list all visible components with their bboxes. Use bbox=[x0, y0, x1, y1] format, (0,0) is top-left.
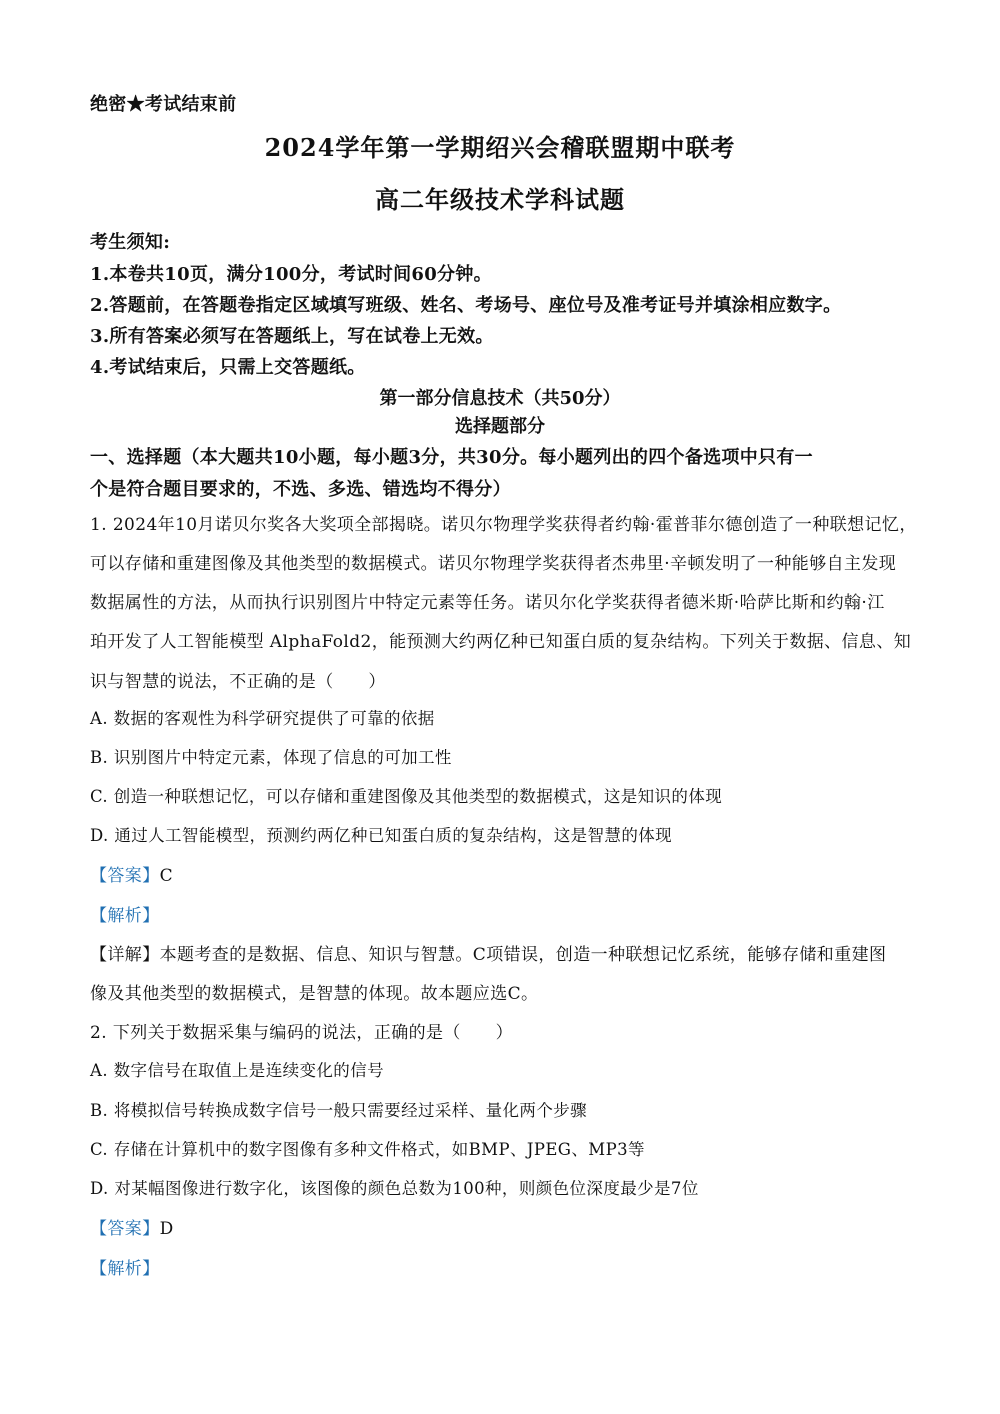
q2-answer bbox=[90, 1214, 174, 1239]
answer-value: D bbox=[159, 1219, 174, 1239]
q1-detail-line: 像及其他类型的数据模式，是智慧的体现。故本题应选C。 bbox=[90, 984, 539, 1004]
notice-item: 1.本卷共10页，满分100分，考试时间60分钟。 bbox=[90, 264, 492, 285]
answer-tag: 【答案】 bbox=[90, 866, 160, 886]
section-subtitle: 选择题部分 bbox=[455, 416, 545, 437]
analysis-tag: 【解析】 bbox=[90, 906, 160, 926]
notice-item: 3.所有答案必须写在答题纸上，写在试卷上无效。 bbox=[90, 326, 494, 347]
q1-stem-line: 可以存储和重建图像及其他类型的数据模式。诺贝尔物理学奖获得者杰弗里·辛顿发明了一种能够自主发现 bbox=[90, 554, 897, 574]
q2-option-c: C. 存储在计算机中的数字图像有多种文件格式，如BMP、JPEG、MP3等 bbox=[90, 1140, 645, 1159]
q1-option-c: C. 创造一种联想记忆，可以存储和重建图像及其他类型的数据模式，这是知识的体现 bbox=[90, 787, 723, 806]
notice-heading: 考生须知: bbox=[90, 232, 171, 253]
q1-stem-line: 识与智慧的说法，不正确的是（ ） bbox=[90, 672, 386, 692]
exam-title: 2024学年第一学期绍兴会稽联盟期中联考 bbox=[264, 133, 736, 162]
secret-label: 绝密★考试结束前 bbox=[90, 94, 237, 115]
q2-option-a: A. 数字信号在取值上是连续变化的信号 bbox=[90, 1061, 385, 1080]
q2-option-d: D. 对某幅图像进行数字化，该图像的颜色总数为100种，则颜色位深度最少是7位 bbox=[90, 1179, 699, 1198]
section-instruction: 个是符合题目要求的，不选、多选、错选均不得分） bbox=[90, 479, 511, 500]
q1-stem-line: 数据属性的方法，从而执行识别图片中特定元素等任务。诺贝尔化学奖获得者德米斯·哈萨比斯和约翰·江 bbox=[90, 593, 885, 613]
analysis-tag: 【解析】 bbox=[90, 1259, 160, 1279]
notice-item: 4.考试结束后，只需上交答题纸。 bbox=[90, 357, 366, 378]
q1-option-a: A. 数据的客观性为科学研究提供了可靠的依据 bbox=[90, 709, 435, 728]
q1-stem-line: 1. 2024年10月诺贝尔奖各大奖项全部揭晓。诺贝尔物理学奖获得者约翰·霍普菲尔德创造了一种联想记忆， bbox=[90, 515, 917, 535]
notice-item: 2.答题前，在答题卷指定区域填写班级、姓名、考场号、座位号及准考证号并填涂相应数字。 bbox=[90, 295, 842, 316]
exam-subtitle: 高二年级技术学科试题 bbox=[375, 185, 625, 214]
q1-answer bbox=[90, 861, 173, 886]
q2-option-b: B. 将模拟信号转换成数字信号一般只需要经过采样、量化两个步骤 bbox=[90, 1101, 588, 1120]
section-instruction: 一、选择题（本大题共10小题，每小题3分，共30分。每小题列出的四个备选项中只有一 bbox=[90, 447, 813, 468]
q1-option-b: B. 识别图片中特定元素，体现了信息的可加工性 bbox=[90, 748, 452, 767]
q1-analysis bbox=[90, 901, 160, 926]
part-title: 第一部分信息技术（共50分） bbox=[379, 388, 621, 409]
q1-stem-line: 珀开发了人工智能模型 AlphaFold2，能预测大约两亿种已知蛋白质的复杂结构。下列关于数据、信息、知 bbox=[90, 632, 912, 652]
q1-option-d: D. 通过人工智能模型，预测约两亿种已知蛋白质的复杂结构，这是智慧的体现 bbox=[90, 826, 673, 845]
answer-tag: 【答案】 bbox=[90, 1219, 160, 1239]
answer-value: C bbox=[159, 866, 174, 886]
q2-stem: 2. 下列关于数据采集与编码的说法，正确的是（ ） bbox=[90, 1023, 514, 1043]
q2-analysis bbox=[90, 1254, 160, 1279]
q1-detail-line: 【详解】本题考查的是数据、信息、知识与智慧。C项错误，创造一种联想记忆系统，能够存储和重建图 bbox=[90, 945, 887, 965]
